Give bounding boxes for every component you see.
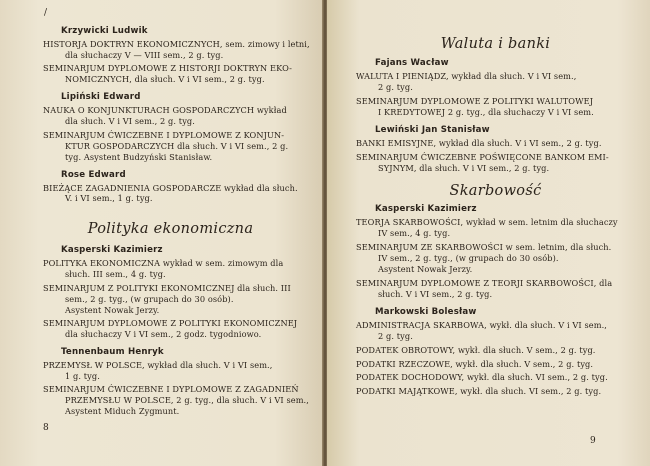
course-entry-line: HISTORJA DOKTRYN EKONOMICZNYCH, sem. zimowy i letni, <box>43 39 310 49</box>
course-entry-line: PODATKI RZECZOWE, wykł. dla słuch. V sem., 2 g. tyg. <box>356 358 594 369</box>
course-entry-continuation: 2 g. tyg. <box>378 82 413 93</box>
course-entry-continuation: Asystent Nowak Jerzy. <box>65 304 160 315</box>
course-entry-continuation: Asystent Nowak Jerzy. <box>378 264 473 275</box>
course-entry-continuation: 1 g. tyg. <box>65 370 100 381</box>
pencil-mark: / <box>44 8 48 18</box>
page-number-right: 9 <box>590 436 596 446</box>
section-heading: Polityka ekonomiczna <box>87 221 254 238</box>
author-name: Kasperski Kazimierz <box>375 204 477 215</box>
author-name: Tennenbaum Henryk <box>61 347 164 357</box>
course-entry-continuation: słuch. V i VI sem., 2 g. tyg. <box>378 288 493 299</box>
course-entry-line: SEMINARJUM DYPLOMOWE Z POLITYKI EKONOMICZNEJ <box>43 318 298 329</box>
course-entry-line: SEMINARJUM ZE SKARBOWOŚCI w sem. letnim, dla słuch. <box>356 241 612 252</box>
course-entry-continuation: V. i VI sem., 1 g. tyg. <box>65 193 153 204</box>
left-page <box>0 0 323 466</box>
course-entry-continuation: dla słuch. V i VI sem., 2 g. tyg. <box>65 116 195 127</box>
course-entry-continuation: dla słuchaczy V — VIII sem., 2 g. tyg. <box>65 49 224 60</box>
course-entry-continuation: I KREDYTOWEJ 2 g. tyg., dla słuchaczy V i VI sem. <box>378 106 594 117</box>
author-name: Lipiński Edward <box>61 92 141 103</box>
course-entry-continuation: SYJNYM, dla słuch. V i VI sem., 2 g. tyg. <box>378 162 550 173</box>
course-entry-continuation: KTUR GOSPODARCZYCH dla słuch. V i VI sem., 2 g. <box>65 140 289 151</box>
course-entry-continuation: IV sem., 2 g. tyg., (w grupach do 30 osób). <box>378 253 559 263</box>
course-entry-continuation: IV sem., 4 g. tyg. <box>378 228 451 239</box>
course-entry-continuation: 2 g. tyg. <box>378 331 413 342</box>
course-entry-line: BANKI EMISYJNE, wykład dla słuch. V i VI sem., 2 g. tyg. <box>356 138 602 149</box>
course-entry-line: SEMINARJUM DYPLOMOWE Z HISTORJI DOKTRYN EKO- <box>43 63 293 74</box>
course-entry-line: SEMINARJUM DYPLOMOWE Z POLITYKI WALUTOWEJ <box>356 95 594 106</box>
course-entry-line: SEMINARJUM ĆWICZEBNE POŚWIĘCONE BANKOM EMI- <box>356 151 609 162</box>
course-entry-line: ADMINISTRACJA SKARBOWA, wykł. dla słuch. V i VI sem., <box>356 320 607 331</box>
section-heading: Waluta i banki <box>440 36 551 52</box>
page-number-left: 8 <box>43 423 49 433</box>
course-entry-line: PODATEK DOCHODOWY, wykł. dla słuch. VI sem., 2 g. tyg. <box>356 372 608 383</box>
course-entry-line: PODATKI MAJĄTKOWE, wykł. dla słuch. VI sem., 2 g. tyg. <box>356 386 602 396</box>
course-entry-continuation: sem., 2 g. tyg., (w grupach do 30 osób). <box>65 293 234 304</box>
course-entry-line: SEMINARJUM ĆWICZEBNE I DYPLOMOWE Z KONJUN- <box>43 129 285 140</box>
author-name: Lewiński Jan Stanisław <box>375 125 490 136</box>
author-name: Rose Edward <box>61 169 126 180</box>
course-entry-line: SEMINARJUM DYPLOMOWE Z TEORJI SKARBOWOŚCI, dla <box>356 277 613 288</box>
course-entry-continuation: Asystent Miduch Zygmunt. <box>65 406 180 417</box>
course-entry-line: NAUKA O KONJUNKTURACH GOSPODARCZYCH wykład <box>43 105 287 116</box>
section-heading: Skarbowość <box>449 183 542 200</box>
course-entry-continuation: tyg. Asystent Budzyński Stanisław. <box>65 151 213 162</box>
course-entry-line: WALUTA I PIENIĄDZ, wykład dla słuch. V i VI sem., <box>356 71 577 81</box>
author-name: Fajans Wacław <box>375 58 449 68</box>
course-entry-line: POLITYKA EKONOMICZNA wykład w sem. zimowym dla <box>43 258 284 269</box>
author-name: Markowski Bolesław <box>375 307 477 318</box>
course-entry-line: PRZEMYSŁ W POLSCE, wykład dla słuch. V i VI sem., <box>43 360 273 370</box>
course-entry-continuation: słuch. III sem., 4 g. tyg. <box>65 269 166 280</box>
course-entry-line: PODATEK OBROTOWY, wykł. dla słuch. V sem., 2 g. tyg. <box>356 344 596 355</box>
course-entry-continuation: dla słuchaczy V i VI sem., 2 godz. tygodniowo. <box>65 329 262 339</box>
author-name: Kasperski Kazimierz <box>61 245 163 256</box>
author-name: Krzywicki Ludwik <box>61 26 148 36</box>
course-entry-continuation: NOMICZNYCH, dla słuch. V i VI sem., 2 g. tyg. <box>65 74 265 85</box>
course-entry-line: SEMINARJUM ĆWICZEBNE I DYPLOMOWE Z ZAGADNIEŃ <box>43 384 299 395</box>
course-entry-line: BIEŻĄCE ZAGADNIENIA GOSPODARCZE wykład dla słuch. <box>43 182 298 193</box>
right-page <box>327 0 650 466</box>
course-entry-line: TEORJA SKARBOWOŚCI, wykład w sem. letnim dla słuchaczy <box>356 217 618 228</box>
course-entry-line: SEMINARJUM Z POLITYKI EKONOMICZNEJ dla słuch. III <box>43 282 291 293</box>
course-entry-continuation: PRZEMYSŁU W POLSCE, 2 g. tyg., dla słuch. V i VI sem., <box>65 395 309 406</box>
